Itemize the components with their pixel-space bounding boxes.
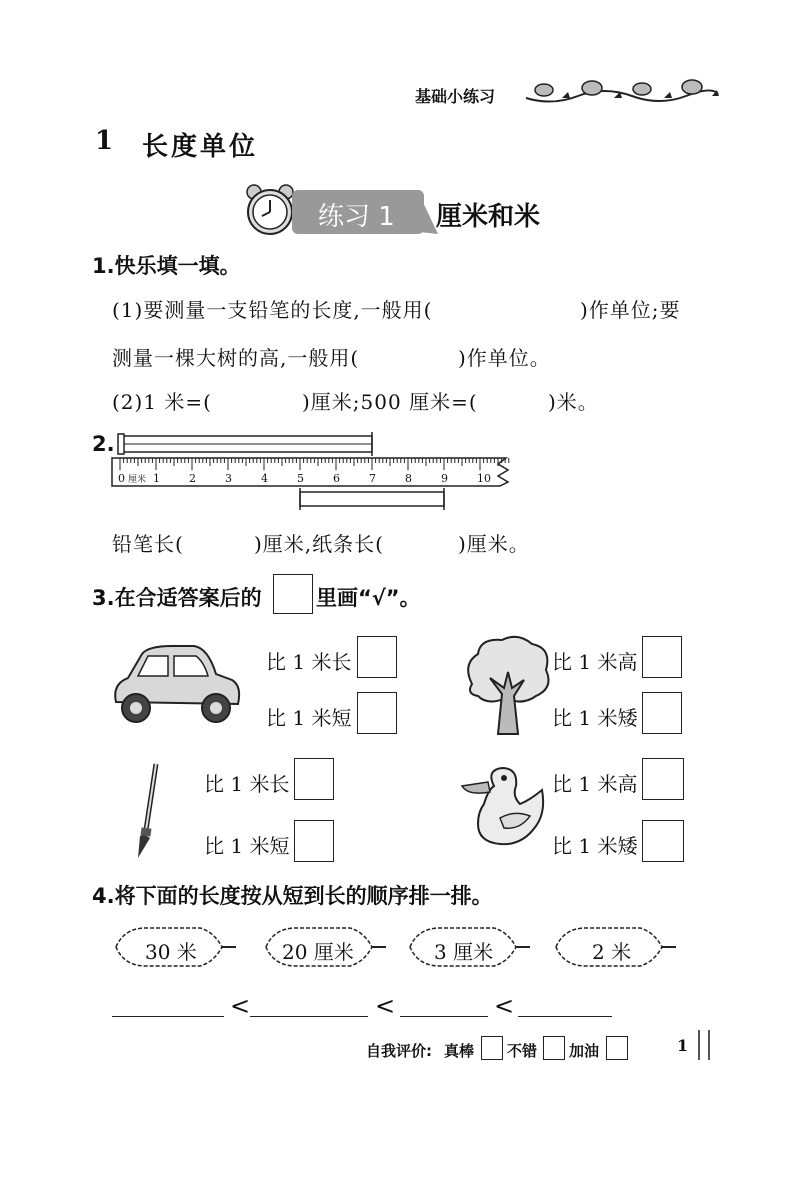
car-checkbox-1[interactable] [357, 636, 397, 678]
brush-checkbox-2[interactable] [294, 820, 334, 862]
answer-line-4[interactable] [518, 1016, 612, 1017]
q1-p2-b: )厘米;500 厘米=( [302, 390, 478, 414]
lt-sign-2: < [375, 992, 396, 1020]
brush-checkbox-1[interactable] [294, 758, 334, 800]
duck-checkbox-1[interactable] [642, 758, 684, 800]
q2-answer-a: 铅笔长( [112, 532, 184, 556]
q3-heading-a: 3.在合适答案后的 [92, 586, 262, 610]
q3-heading-b: 里画“√”。 [316, 586, 421, 610]
ruler-label: 8 [405, 472, 412, 485]
q1-p2-c: )米。 [548, 390, 599, 414]
q1-p1-d: )作单位。 [458, 346, 551, 370]
page-number: 1 [677, 1036, 689, 1055]
ruler-label: 6 [333, 472, 340, 485]
q1-p2-a: (2)1 米=( [112, 390, 212, 414]
ruler-unit: 厘米 [128, 475, 147, 485]
car-checkbox-2[interactable] [357, 692, 397, 734]
q3-heading-box [273, 574, 313, 614]
page-edge-bar [708, 1030, 710, 1060]
ruler-label: 0 [118, 472, 125, 485]
duck-checkbox-2[interactable] [642, 820, 684, 862]
tree-option-1: 比 1 米高 [552, 650, 638, 674]
answer-line-1[interactable] [112, 1016, 224, 1017]
ruler-label: 2 [189, 472, 196, 485]
leaf-label-2: 20 厘米 [282, 940, 354, 964]
vine-decoration-icon [522, 76, 722, 110]
paper-strip [300, 492, 444, 506]
car-option-1: 比 1 米长 [266, 650, 352, 674]
leaf-label-4: 2 米 [592, 940, 632, 964]
lt-sign-1: < [230, 992, 251, 1020]
ruler-label: 4 [261, 472, 268, 485]
q1-p1-c: 测量一棵大树的高,一般用( [112, 346, 360, 370]
q2-number: 2. [92, 432, 115, 456]
ruler-label: 3 [225, 472, 232, 485]
exercise-title: 厘米和米 [436, 202, 541, 232]
exercise-tag: 练习 1 [318, 202, 395, 232]
brush-icon [128, 760, 168, 862]
chapter-number: 1 [95, 126, 114, 156]
lt-sign-3: < [494, 992, 515, 1020]
q1-p1-a: (1)要测量一支铅笔的长度,一般用( [112, 298, 433, 322]
car-option-2: 比 1 米短 [266, 706, 352, 730]
leaf-label-1: 30 米 [145, 940, 197, 964]
eval-great-box[interactable] [481, 1036, 503, 1060]
eval-keep: 加油 [569, 1042, 600, 1060]
ruler-label: 1 [153, 472, 160, 485]
tree-option-2: 比 1 米矮 [552, 706, 638, 730]
tree-checkbox-1[interactable] [642, 636, 682, 678]
q2-answer-b: )厘米,纸条长( [254, 532, 384, 556]
answer-line-3[interactable] [400, 1016, 488, 1017]
ruler-figure [110, 430, 530, 512]
eval-good-box[interactable] [543, 1036, 565, 1060]
ruler-label: 10 [477, 472, 491, 485]
eval-good: 不错 [507, 1042, 538, 1060]
page-edge-bar [698, 1030, 700, 1060]
tree-checkbox-2[interactable] [642, 692, 682, 734]
answer-line-2[interactable] [250, 1016, 368, 1017]
chapter-title: 长度单位 [142, 132, 259, 162]
eval-keep-box[interactable] [606, 1036, 628, 1060]
eval-great: 真棒 [444, 1042, 475, 1060]
tree-icon [462, 634, 552, 740]
ruler-label: 7 [369, 472, 376, 485]
q1-p1-b: )作单位;要 [580, 298, 681, 322]
q2-answer-c: )厘米。 [458, 532, 530, 556]
duck-option-1: 比 1 米高 [552, 772, 638, 796]
duck-icon [458, 760, 550, 852]
q1-heading: 1.快乐填一填。 [92, 254, 241, 278]
duck-option-2: 比 1 米矮 [552, 834, 638, 858]
leaf-label-3: 3 厘米 [434, 940, 494, 964]
car-icon [108, 640, 244, 730]
brush-option-1: 比 1 米长 [204, 772, 290, 796]
ruler-label: 9 [441, 472, 448, 485]
self-eval-label: 自我评价: [366, 1042, 432, 1060]
q4-heading: 4.将下面的长度按从短到长的顺序排一排。 [92, 884, 493, 908]
brush-option-2: 比 1 米短 [204, 834, 290, 858]
alarm-clock-icon [242, 182, 298, 238]
ruler-label: 5 [297, 472, 304, 485]
header-label: 基础小练习 [415, 87, 496, 106]
